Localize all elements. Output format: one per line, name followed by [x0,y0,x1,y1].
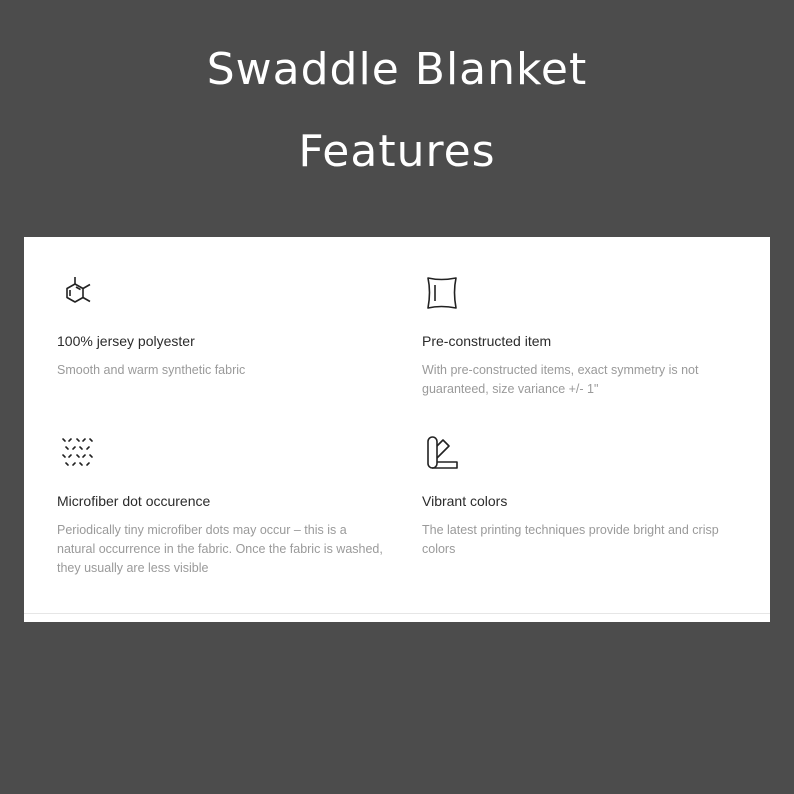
features-panel [24,237,770,622]
color-swatch-icon [422,433,462,473]
feature-item-construction [422,273,752,399]
feature-item-colors [422,433,752,559]
feature-description: Periodically tiny microfiber dots may occur – this is a natural occurrence in the fabric. Once the fabric is washed, they usually are less visible [57,523,383,575]
molecule-icon [57,273,97,313]
feature-item-material [57,273,387,380]
feature-description: Smooth and warm synthetic fabric [57,363,246,377]
divider [24,613,770,614]
dotted-pattern-icon [57,433,97,473]
feature-title: Pre-constructed item [422,333,552,349]
feature-item-microfiber [57,433,387,578]
feature-title: Microfiber dot occurence [57,493,211,509]
feature-description: With pre-constructed items, exact symmetry is not guaranteed, size variance +/- 1" [422,363,699,396]
page-title-line-1: Swaddle Blanket [206,44,588,95]
feature-title: 100% jersey polyester [57,333,195,349]
page-title-line-2: Features [298,126,496,177]
feature-title: Vibrant colors [422,493,508,509]
pillow-frame-icon [422,273,462,313]
feature-description: The latest printing techniques provide bright and crisp colors [422,523,719,556]
